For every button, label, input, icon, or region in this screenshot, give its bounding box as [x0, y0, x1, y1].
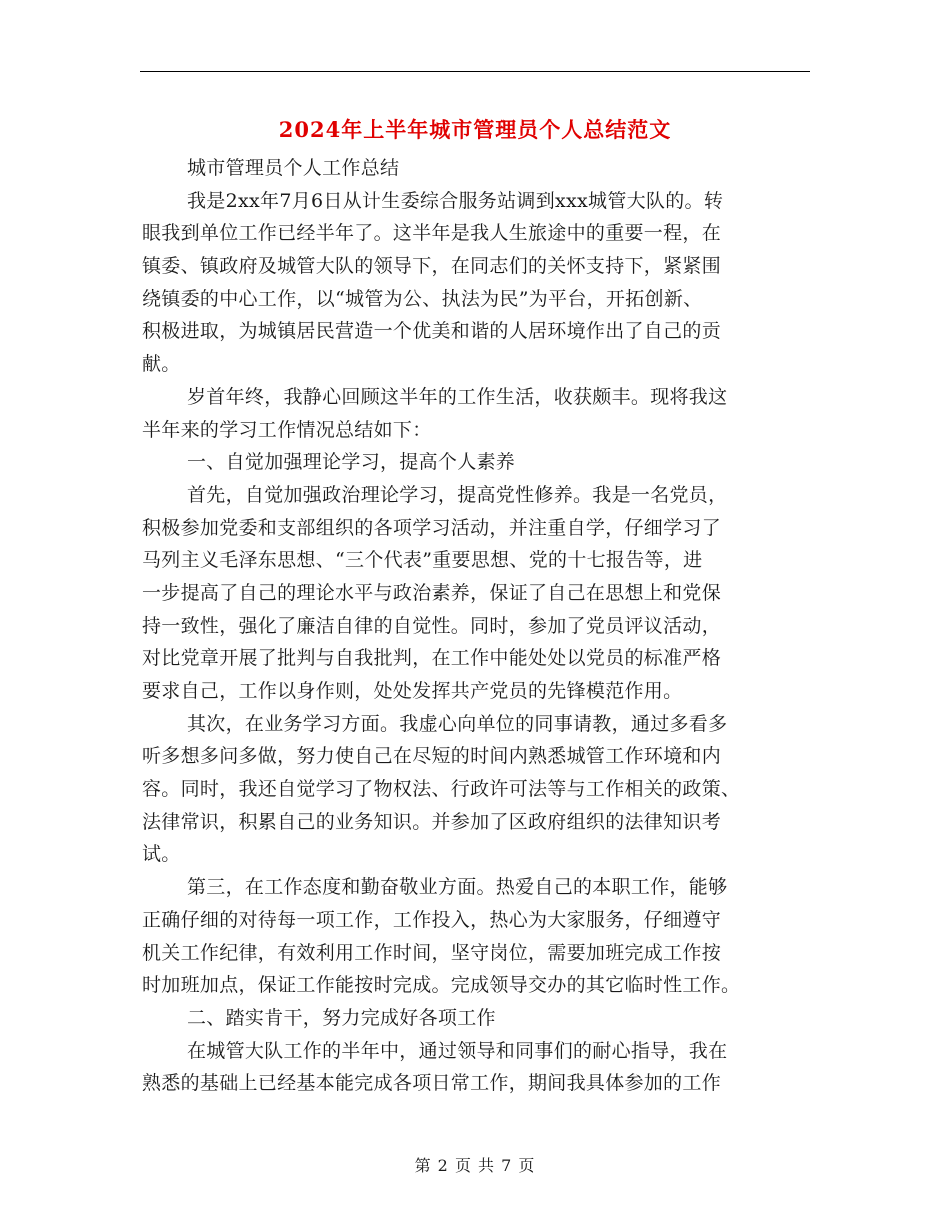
text-line: 城市管理员个人工作总结 — [187, 157, 400, 179]
text-line: 听多想多问多做，努力使自己在尽短的时间内熟悉城管工作环境和内 — [142, 745, 722, 768]
text-line: 眼我到单位工作已经半年了。这半年是我人生旅途中的重要一程，在 — [142, 222, 722, 245]
text-line: 时加班加点，保证工作能按时完成。完成领导交办的其它临时性工作。 — [142, 974, 741, 997]
text-line: 一、自觉加强理论学习，提高个人素养 — [187, 451, 516, 474]
text-line: 熟悉的基础上已经基本能完成各项日常工作，期间我具体参加的工作 — [142, 1072, 722, 1095]
document-body — [142, 152, 812, 1100]
text-line: 我是2xx年7月6日从计生委综合服务站调到xxx城管大队的。转 — [187, 189, 724, 212]
text-line: 积极参加党委和支部组织的各项学习活动，并注重自学，仔细学习了 — [142, 516, 722, 539]
text-line: 持一致性，强化了廉洁自律的自觉性。同时，参加了党员评议活动， — [142, 614, 722, 637]
text-line: 要求自己，工作以身作则，处处发挥共产党员的先锋模范作用。 — [142, 680, 683, 702]
text-line: 容。同时，我还自觉学习了物权法、行政许可法等与工作相关的政策、 — [142, 778, 741, 801]
text-line: 积极进取，为城镇居民营造一个优美和谐的人居环境作出了自己的贡 — [142, 320, 722, 343]
text-line: 岁首年终，我静心回顾这半年的工作生活，收获颇丰。现将我这 — [187, 385, 728, 408]
text-line: 马列主义毛泽东思想、“三个代表”重要思想、党的十七报告等，进 — [142, 549, 703, 572]
text-line: 第三，在工作态度和勤奋敬业方面。热爱自己的本职工作，能够 — [187, 876, 728, 899]
text-line: 法律常识，积累自己的业务知识。并参加了区政府组织的法律知识考 — [142, 810, 722, 833]
text-line: 一步提高了自己的理论水平与政治素养，保证了自己在思想上和党保 — [142, 581, 722, 604]
text-line: 在城管大队工作的半年中，通过领导和同事们的耐心指导，我在 — [187, 1039, 728, 1062]
text-line: 镇委、镇政府及城管大队的领导下，在同志们的关怀支持下，紧紧围 — [142, 255, 722, 278]
text-line: 机关工作纪律，有效利用工作时间，坚守岗位，需要加班完成工作按 — [142, 941, 722, 964]
text-line: 首先，自觉加强政治理论学习，提高党性修养。我是一名党员， — [187, 483, 728, 506]
text-line: 正确仔细的对待每一项工作，工作投入，热心为大家服务，仔细遵守 — [142, 908, 722, 931]
text-line: 对比党章开展了批判与自我批判，在工作中能处处以党员的标准严格 — [142, 647, 722, 670]
text-line: 献。 — [142, 353, 181, 376]
text-line: 试。 — [142, 843, 181, 866]
text-line: 半年来的学习工作情况总结如下： — [142, 418, 432, 441]
header-rule — [140, 71, 810, 72]
text-line: 绕镇委的中心工作，以“城管为公、执法为民”为平台，开拓创新、 — [142, 287, 703, 310]
page-number-footer: 第 2 页 共 7 页 — [414, 1156, 536, 1175]
text-line: 二、踏实肯干，努力完成好各项工作 — [187, 1006, 496, 1029]
document-title: 2024年上半年城市管理员个人总结范文 — [278, 117, 672, 142]
text-line: 其次，在业务学习方面。我虚心向单位的同事请教，通过多看多 — [187, 712, 728, 735]
